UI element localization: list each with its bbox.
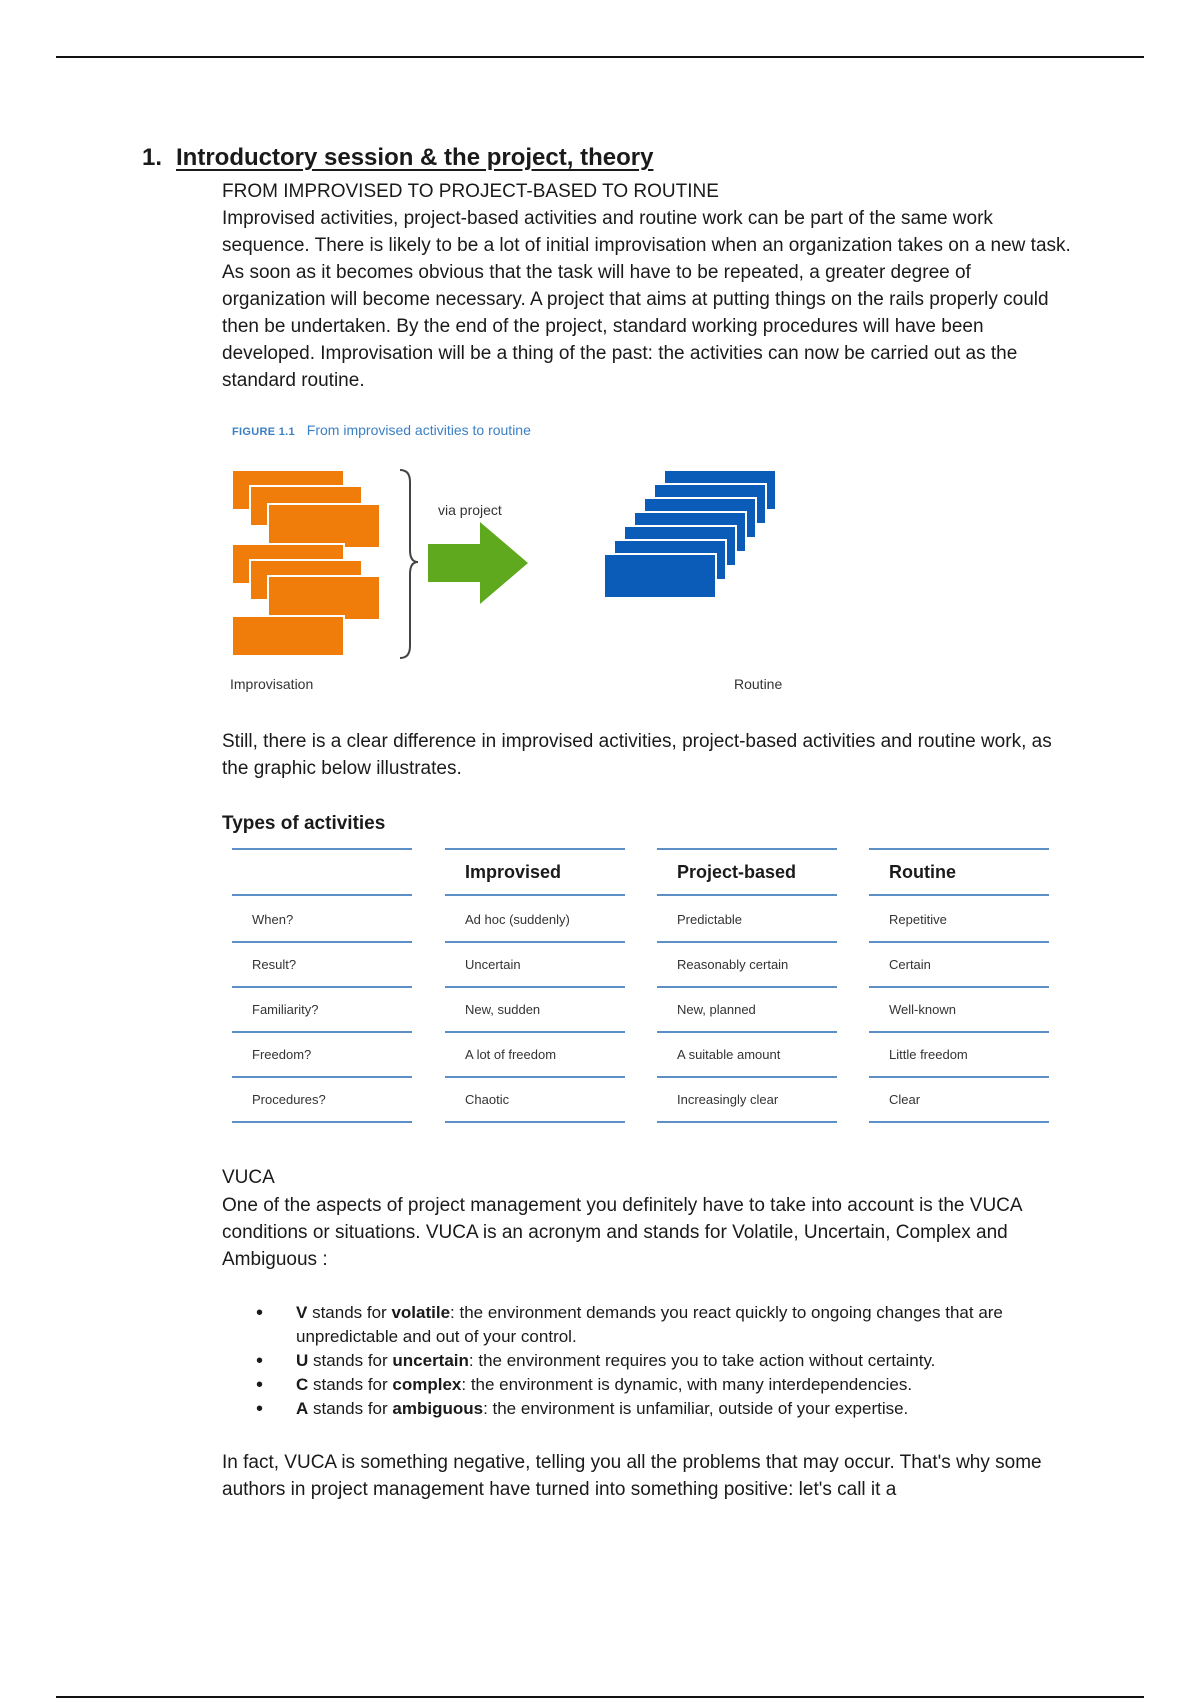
vuca-title: VUCA [222, 1167, 275, 1188]
via-project-label: via project [438, 502, 502, 518]
vuca-letter: V [296, 1303, 308, 1322]
activities-row-label: When? [232, 898, 412, 943]
activities-cell: Clear [869, 1078, 1049, 1123]
activities-cell: Chaotic [445, 1078, 625, 1123]
activities-header-cell: Improvised [445, 848, 625, 896]
improvised-block [268, 576, 380, 620]
improvised-block [232, 616, 344, 656]
vuca-term: volatile [391, 1303, 451, 1322]
list-item [256, 1349, 1056, 1373]
page-bottom-rule [56, 1696, 1144, 1698]
subheading: FROM IMPROVISED TO PROJECT-BASED TO ROUTINE [222, 181, 719, 202]
section-number: 1. [142, 144, 163, 171]
activities-cell: Certain [869, 943, 1049, 988]
activities-cell: Repetitive [869, 898, 1049, 943]
vuca-description: : the environment is dynamic, with many interdependencies. [461, 1375, 913, 1394]
vuca-term: uncertain [392, 1351, 469, 1370]
activities-cell: Ad hoc (suddenly) [445, 898, 625, 943]
vuca-stands-for: stands for [307, 1303, 392, 1322]
activities-cell: New, planned [657, 988, 837, 1033]
activities-cell: Little freedom [869, 1033, 1049, 1078]
figure-caption [232, 422, 531, 438]
page-top-rule [56, 56, 1144, 58]
activities-header-cell: Routine [869, 848, 1049, 896]
activities-cell: New, sudden [445, 988, 625, 1033]
intro-paragraph: Improvised activities, project-based activities and routine work can be part of the same work sequence. There is likely to be a lot of initial improvisation when an organization takes on a new task. As soon as it becomes obvious that the task will have to be repeated, a greater degree of organization will become necessary. A project that aims at putting things on the rails properly could then be undertaken. By the end of the project, standard working procedures will have been developed. Improvisation will be a thing of the past: the activities can now be carried out as the standard routine. [222, 208, 1071, 391]
improvisation-label: Improvisation [230, 676, 314, 692]
vuca-letter: A [296, 1399, 309, 1418]
vuca-list [256, 1301, 1056, 1421]
activities-cell: Predictable [657, 898, 837, 943]
activities-cell: Well-known [869, 988, 1049, 1033]
vuca-letter: C [296, 1375, 309, 1394]
conclusion-paragraph: In fact, VUCA is something negative, telling you all the problems that may occur. That's why some authors in project management have turned into something positive: let's call it a [222, 1452, 1042, 1500]
activities-cell: Increasingly clear [657, 1078, 837, 1123]
routine-blocks [604, 470, 776, 598]
activities-row-label: Result? [232, 943, 412, 988]
figure-diagram [228, 448, 798, 678]
list-item [256, 1373, 1056, 1397]
vuca-description: : the environment demands you react quickly to ongoing changes that are unpredictable and out of your control. [296, 1303, 1003, 1346]
vuca-description: : the environment requires you to take action without certainty. [468, 1351, 936, 1370]
vuca-letter: U [296, 1351, 309, 1370]
section-heading [142, 144, 653, 172]
figure-caption-text: From improvised activities to routine [306, 422, 531, 438]
activities-cell: Uncertain [445, 943, 625, 988]
activities-row-label: Procedures? [232, 1078, 412, 1123]
vuca-description: : the environment is unfamiliar, outside of your expertise. [483, 1399, 909, 1418]
vuca-term: complex [392, 1375, 462, 1394]
figure-label: FIGURE 1.1 [232, 426, 295, 438]
grouping-brace [400, 470, 418, 658]
vuca-stands-for: stands for [308, 1351, 393, 1370]
activities-row-label: Familiarity? [232, 988, 412, 1033]
via-project-arrow [428, 522, 528, 604]
comparison-paragraph: Still, there is a clear difference in improvised activities, project-based activities and routine work, as the graphic below illustrates. [222, 731, 1052, 779]
vuca-term: ambiguous [392, 1399, 484, 1418]
vuca-paragraph: One of the aspects of project management you definitely have to take into account is the VUCA conditions or situations. VUCA is an acronym and stands for Volatile, Uncertain, Complex and Ambiguous : [222, 1195, 1022, 1270]
section-title: Introductory session & the project, theory [176, 144, 654, 171]
improvised-blocks [232, 470, 380, 656]
routine-block [604, 554, 716, 598]
activities-row-label: Freedom? [232, 1033, 412, 1078]
activities-header-cell: Project-based [657, 848, 837, 896]
activities-cell: Reasonably certain [657, 943, 837, 988]
list-item [256, 1397, 1056, 1421]
vuca-stands-for: stands for [308, 1375, 393, 1394]
activities-table-title: Types of activities [222, 813, 386, 834]
activities-cell: A lot of freedom [445, 1033, 625, 1078]
figure-improvised-to-routine [228, 418, 798, 698]
list-item [256, 1301, 1056, 1349]
activities-cell: A suitable amount [657, 1033, 837, 1078]
activities-header-cell [232, 848, 412, 896]
vuca-stands-for: stands for [308, 1399, 393, 1418]
routine-label: Routine [734, 676, 783, 692]
improvised-block [268, 504, 380, 548]
